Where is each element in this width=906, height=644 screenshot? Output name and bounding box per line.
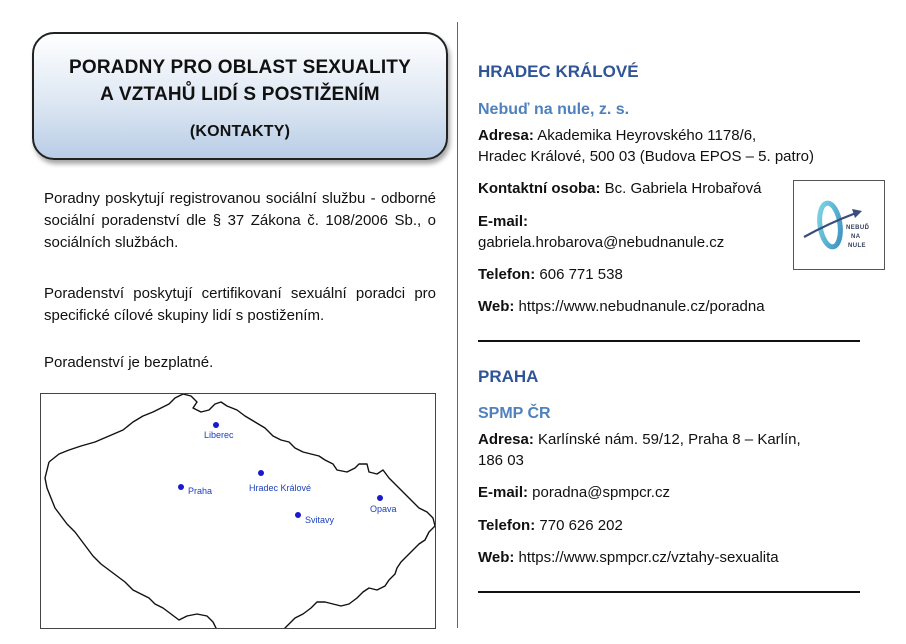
page-title-line1: PORADNY PRO OBLAST SEXUALITY — [68, 57, 411, 78]
section-separator-1 — [478, 340, 860, 342]
map-label-opava: Opava — [370, 504, 397, 514]
nebud-na-nule-logo — [793, 180, 885, 270]
org-name-nebud-na-nule: Nebuď na nule, z. s. — [478, 101, 630, 118]
map-label-praha: Praha — [188, 486, 213, 496]
title-box — [32, 32, 448, 160]
hradec-email-label — [478, 211, 528, 233]
address-value: Karlínské nám. 59/12, Praha 8 – Karlín, — [533, 431, 801, 448]
intro-paragraph-advisors: Poradenství poskytují certifikovaní sexuální poradci pro specifické cílové skupiny lidí s postižením. — [44, 285, 436, 324]
map-dot-hradec-kralove — [258, 470, 264, 476]
section-separator-2 — [478, 591, 860, 593]
map-dot-svitavy — [295, 512, 301, 518]
hradec-address-line1 — [478, 125, 756, 147]
hradec-phone — [478, 264, 623, 286]
intro-paragraph-service: Poradny poskytují registrovanou sociální službu - odborné sociální poradenství dle § 37 Zákona č. 108/2006 Sb., o sociálních službách. — [44, 190, 436, 251]
praha-email — [478, 482, 670, 504]
phone-value: 606 771 538 — [535, 266, 623, 283]
map-dot-praha — [178, 484, 184, 490]
region-heading-hradec: HRADEC KRÁLOVÉ — [478, 62, 639, 81]
logo-text-3: NULE — [848, 243, 866, 249]
address-label: Adresa: — [478, 127, 534, 144]
org-name-spmp: SPMP ČR — [478, 405, 551, 422]
praha-phone — [478, 515, 623, 537]
logo-mark-icon — [794, 181, 886, 271]
page-subtitle: (KONTAKTY) — [189, 123, 291, 140]
hradec-web — [478, 296, 765, 318]
column-divider — [457, 22, 458, 628]
web-link[interactable]: https://www.spmpcr.cz/vztahy-sexualita — [514, 549, 779, 566]
praha-web — [478, 547, 779, 569]
intro-paragraph-free: Poradenství je bezplatné. — [44, 354, 214, 371]
phone-label: Telefon: — [478, 517, 536, 534]
contact-label: Kontaktní osoba: — [478, 180, 601, 197]
web-link[interactable]: https://www.nebudnanule.cz/poradna — [514, 298, 765, 315]
web-label: Web: — [478, 298, 515, 315]
phone-label: Telefon: — [478, 266, 536, 283]
map-label-svitavy: Svitavy — [305, 515, 335, 525]
email-label: E-mail: — [478, 484, 529, 501]
region-heading-praha: PRAHA — [478, 367, 539, 386]
logo-text-1: NEBUĎ — [846, 225, 870, 231]
map-dot-liberec — [213, 422, 219, 428]
logo-text-2: NA — [851, 234, 861, 240]
hradec-contact-person — [478, 178, 761, 200]
contact-value: Bc. Gabriela Hrobařová — [600, 180, 762, 197]
praha-address-line1 — [478, 429, 801, 451]
map-dot-opava — [377, 495, 383, 501]
map-label-liberec: Liberec — [204, 430, 234, 440]
page-title-line2: A VZTAHŮ LIDÍ S POSTIŽENÍM — [100, 84, 380, 105]
hradec-address-line2: Hradec Králové, 500 03 (Budova EPOS – 5. patro) — [478, 148, 815, 165]
hradec-email-value[interactable]: gabriela.hrobarova@nebudnanule.cz — [478, 234, 725, 251]
email-label: E-mail: — [478, 213, 529, 230]
web-label: Web: — [478, 549, 515, 566]
address-label: Adresa: — [478, 431, 534, 448]
address-value: Akademika Heyrovského 1178/6, — [533, 127, 757, 144]
praha-address-line2: 186 03 — [478, 452, 524, 469]
map-label-hradec-kralove: Hradec Králové — [249, 483, 312, 493]
phone-value: 770 626 202 — [535, 517, 623, 534]
czech-map — [40, 393, 436, 629]
email-value[interactable]: poradna@spmpcr.cz — [528, 484, 670, 501]
